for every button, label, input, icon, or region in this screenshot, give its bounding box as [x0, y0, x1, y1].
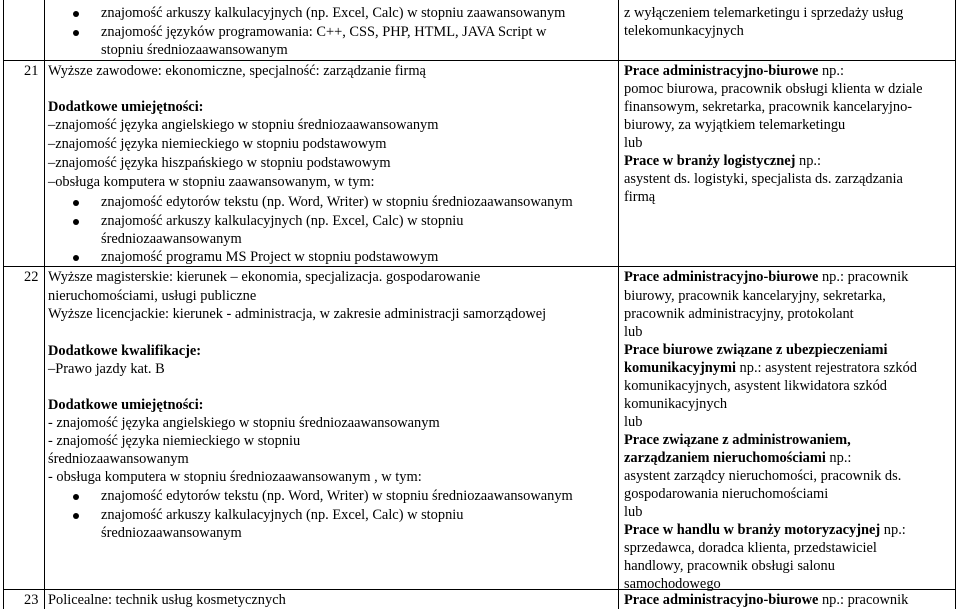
row-22-job-offers-line: Prace biurowe związane z ubezpieczeniami — [624, 342, 888, 358]
bullet-icon — [73, 200, 79, 206]
column-divider-number — [44, 0, 45, 609]
row-22-job-offers-line — [624, 360, 917, 377]
row-top-job-offers-line: telekomunkacyjnych — [624, 23, 744, 39]
bold-heading: Prace w branży logistycznej — [624, 153, 796, 169]
heading-suffix: np.: — [818, 63, 844, 79]
row-number-23: 23 — [24, 592, 39, 608]
row-22-job-offers-line: biurowy, pracownik kancelaryjny, sekretarka, — [624, 288, 886, 304]
row-22-qualifications-line: - znajomość języka niemieckiego w stopniu — [48, 433, 301, 449]
row-22-job-offers-line: Prace związane z administrowaniem, — [624, 432, 851, 448]
row-22-qualifications-line: Dodatkowe umiejętności: — [48, 397, 204, 413]
table-right-border — [955, 0, 956, 609]
row-21-job-offers-line: finansowym, sekretarka, pracownik kancelaryjno- — [624, 99, 913, 115]
row-22-job-offers-line: gospodarowania nieruchomościami — [624, 486, 829, 502]
row-22-job-offers-line: komunikacyjnych — [624, 396, 728, 412]
row-21-qualifications-line: –znajomość języka angielskiego w stopniu średniozaawansowanym — [48, 117, 439, 133]
row-21-qualifications-line: znajomość programu MS Project w stopniu podstawowym — [101, 249, 439, 265]
row-22-job-offers-line: samochodowego — [624, 576, 721, 592]
row-21-qualifications-line: –znajomość języka hiszpańskiego w stopniu podstawowym — [48, 155, 391, 171]
bullet-icon — [73, 219, 79, 225]
row-21-job-offers-line — [624, 153, 821, 170]
bullet-icon — [73, 30, 79, 36]
row-21-qualifications-line: znajomość edytorów tekstu (np. Word, Writer) w stopniu średniozaawansowanym — [101, 194, 573, 210]
bold-heading: Prace administracyjno-biurowe — [624, 269, 819, 285]
row-21-job-offers-line — [624, 63, 844, 80]
row-22-job-offers-line — [624, 269, 908, 286]
row-21-qualifications-line: średniozaawansowanym — [101, 231, 242, 247]
bullet-icon — [73, 11, 79, 17]
row-22-qualifications-line: –Prawo jazdy kat. B — [48, 361, 165, 377]
row-22-qualifications-line: - znajomość języka angielskiego w stopniu średniozaawansowanym — [48, 415, 440, 431]
bullet-icon — [73, 255, 79, 261]
row-22-job-offers-line — [624, 522, 906, 539]
row-21-job-offers-line: lub — [624, 135, 643, 151]
row-22-qualifications-line: znajomość arkuszy kalkulacyjnych (np. Excel, Calc) w stopniu — [101, 507, 464, 523]
row-22-qualifications-line: Wyższe magisterskie: kierunek – ekonomia, specjalizacja. gospodarowanie — [48, 269, 481, 285]
row-divider-22 — [3, 266, 956, 267]
row-22-job-offers-line: lub — [624, 414, 643, 430]
row-22-job-offers-line: pracownik administracyjny, protokolant — [624, 306, 854, 322]
bullet-icon — [73, 494, 79, 500]
row-21-job-offers-line: asystent ds. logistyki, specjalista ds. zarządzania — [624, 171, 903, 187]
row-21-qualifications-line: znajomość arkuszy kalkulacyjnych (np. Excel, Calc) w stopniu — [101, 213, 464, 229]
row-22-job-offers-line — [624, 450, 851, 467]
row-divider-23 — [3, 589, 956, 590]
row-22-job-offers-line: asystent zarządcy nieruchomości, pracownik ds. — [624, 468, 902, 484]
heading-suffix: np.: — [880, 522, 906, 538]
bold-heading: Prace w handlu w branży motoryzacyjnej — [624, 522, 881, 538]
row-top-job-offers-line: z wyłączeniem telemarketingu i sprzedaży usług — [624, 5, 904, 21]
row-divider-21 — [3, 60, 956, 61]
row-top-qualifications-line: znajomość języków programowania: C++, CSS, PHP, HTML, JAVA Script w — [101, 24, 547, 40]
row-22-qualifications-line: Dodatkowe kwalifikacje: — [48, 343, 202, 359]
row-22-qualifications-line: średniozaawansowanym — [48, 451, 189, 467]
row-22-qualifications-line: - obsługa komputera w stopniu średniozaawansowanym , w tym: — [48, 469, 422, 485]
row-22-qualifications-line: średniozaawansowanym — [101, 525, 242, 541]
row-21-job-offers-line: pomoc biurowa, pracownik obsługi klienta w dziale — [624, 81, 923, 97]
row-top-qualifications-line: znajomość arkuszy kalkulacyjnych (np. Excel, Calc) w stopniu zaawansowanym — [101, 5, 566, 21]
row-22-job-offers-line: komunikacyjnych, asystent likwidatora szkód — [624, 378, 887, 394]
row-21-job-offers-line: firmą — [624, 189, 656, 205]
heading-suffix: np.: pracownik — [818, 592, 909, 608]
bullet-icon — [73, 513, 79, 519]
heading-suffix: np.: pracownik — [818, 269, 909, 285]
bold-heading: Prace administracyjno-biurowe — [624, 592, 819, 608]
column-divider-offers — [618, 0, 619, 609]
row-22-job-offers-line: sprzedawca, doradca klienta, przedstawiciel — [624, 540, 877, 556]
bold-heading: komunikacyjnymi — [624, 360, 736, 376]
heading-suffix: np.: — [825, 450, 852, 466]
row-21-qualifications-line: Dodatkowe umiejętności: — [48, 99, 204, 115]
bold-heading: zarządzaniem nieruchomościami — [624, 450, 826, 466]
row-23-job-offers-line — [624, 592, 908, 609]
row-21-qualifications-line: –obsługa komputera w stopniu zaawansowanym, w tym: — [48, 174, 375, 190]
table-left-border — [3, 0, 4, 609]
row-21-job-offers-line: biurowy, za wyjątkiem telemarketingu — [624, 117, 846, 133]
row-22-job-offers-line: handlowy, pracownik obsługi salonu — [624, 558, 835, 574]
row-top-qualifications-line: stopniu średniozaawansowanym — [101, 42, 288, 58]
row-22-qualifications-line: Wyższe licencjackie: kierunek - administracja, w zakresie administracji samorządowej — [48, 306, 547, 322]
row-22-qualifications-line: znajomość edytorów tekstu (np. Word, Writer) w stopniu średniozaawansowanym — [101, 488, 573, 504]
bold-heading: Prace administracyjno-biurowe — [624, 63, 819, 79]
heading-suffix: np.: asystent rejestratora szkód — [735, 360, 917, 376]
row-number-22: 22 — [24, 269, 39, 285]
row-22-qualifications-line: nieruchomościami, usługi publiczne — [48, 288, 257, 304]
row-number-21: 21 — [24, 63, 39, 79]
row-22-job-offers-line: lub — [624, 324, 643, 340]
row-21-qualifications-line: –znajomość języka niemieckiego w stopniu podstawowym — [48, 136, 387, 152]
row-22-job-offers-line: lub — [624, 504, 643, 520]
row-23-qualifications-line: Policealne: technik usług kosmetycznych — [48, 592, 286, 608]
row-21-qualifications-line: Wyższe zawodowe: ekonomiczne, specjalność: zarządzanie firmą — [48, 63, 426, 79]
heading-suffix: np.: — [795, 153, 822, 169]
